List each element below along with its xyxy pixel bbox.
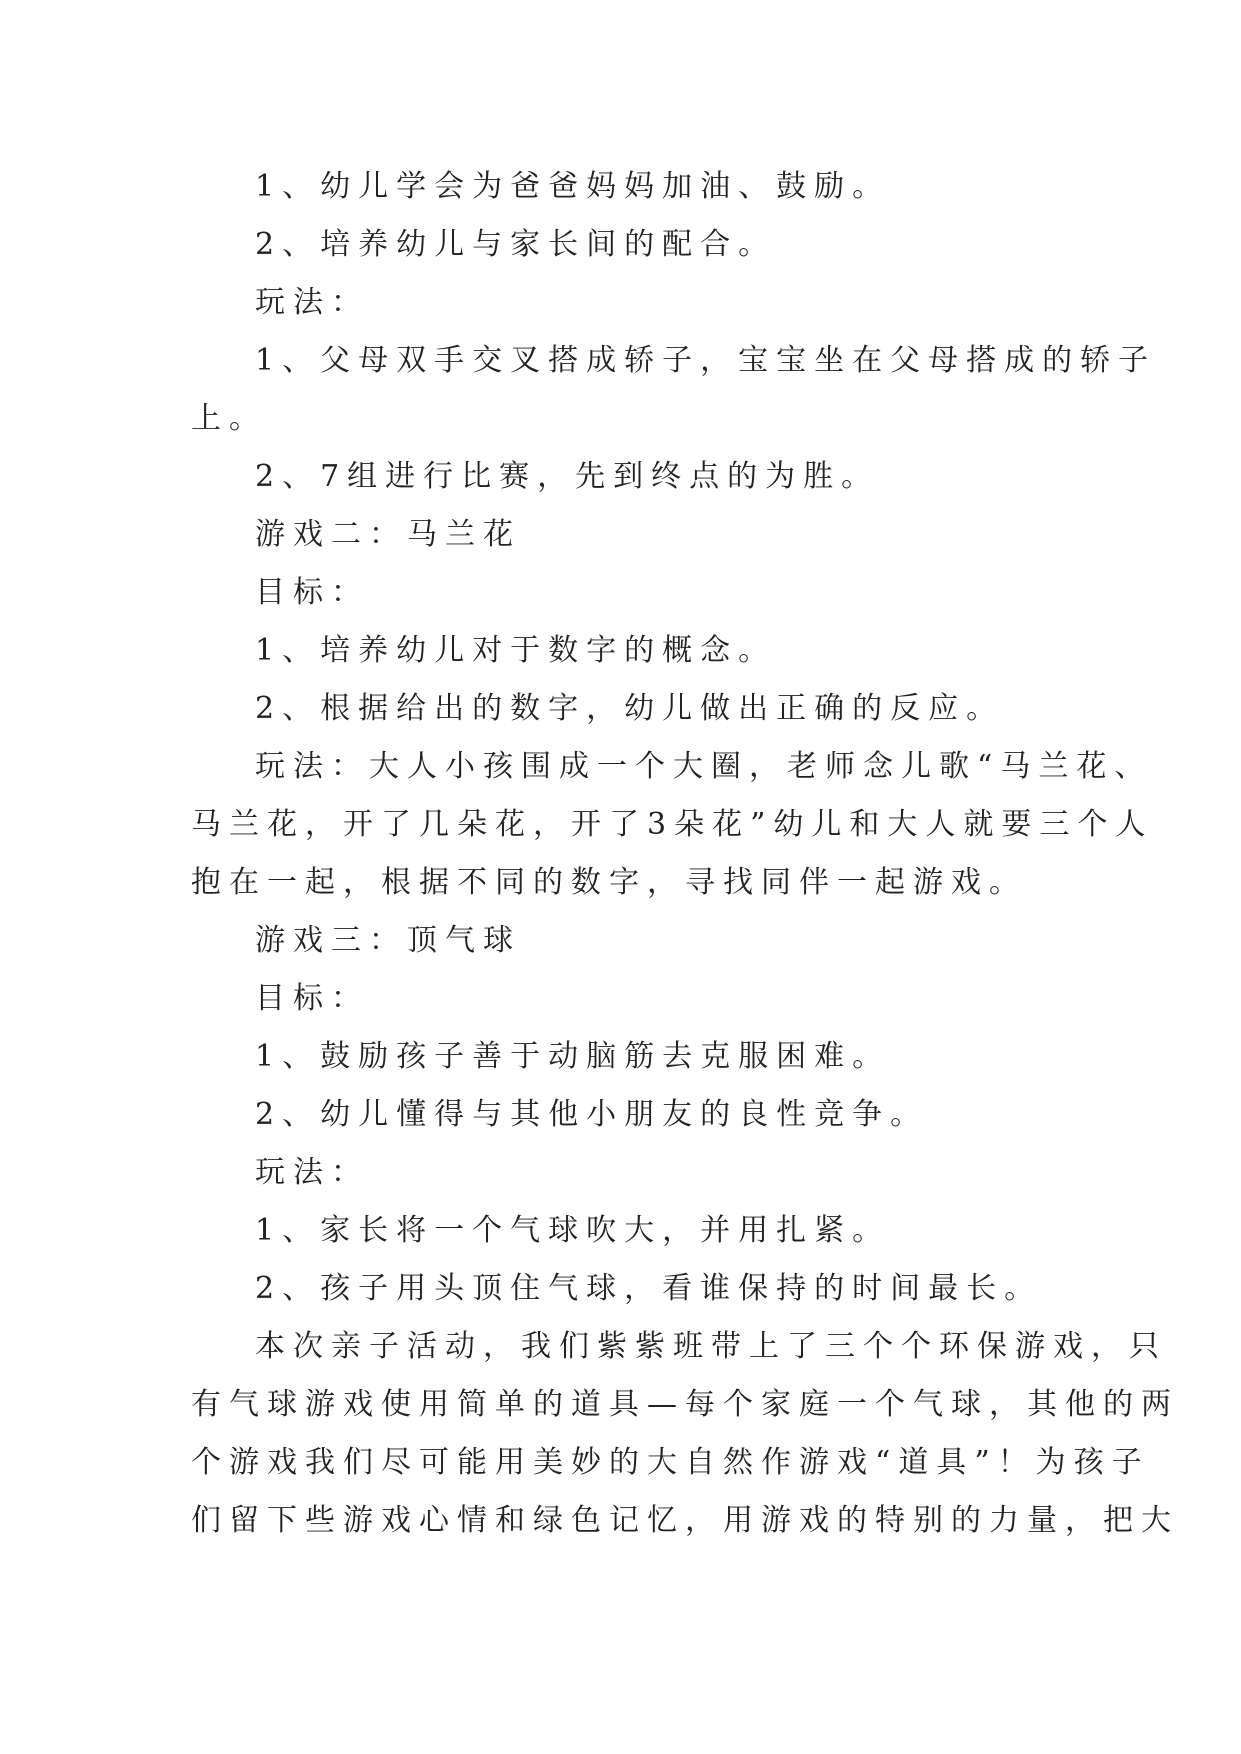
text-line: 抱在一起，根据不同的数字，寻找同伴一起游戏。 (191, 865, 1027, 900)
section-heading: 游戏三：顶气球 (255, 923, 521, 958)
text-line: 们留下些游戏心情和绿色记忆，用游戏的特别的力量，把大 (191, 1503, 1179, 1538)
text-line: 2、幼儿懂得与其他小朋友的良性竞争。 (255, 1097, 929, 1132)
text-line: 马兰花，开了几朵花，开了3朵花”幼儿和大人就要三个人 (191, 807, 1154, 842)
text-line: 2、培养幼儿与家长间的配合。 (255, 227, 777, 262)
text-line: 2、根据给出的数字，幼儿做出正确的反应。 (255, 691, 1005, 726)
text-line: 2、孩子用头顶住气球，看谁保持的时间最长。 (255, 1271, 1043, 1306)
text-line: 玩法：大人小孩围成一个大圈，老师念儿歌“马兰花、 (255, 749, 1153, 784)
text-line: 上。 (191, 401, 267, 436)
text-line: 1、父母双手交叉搭成轿子，宝宝坐在父母搭成的轿子 (255, 343, 1157, 378)
text-line: 1、家长将一个气球吹大，并用扎紧。 (255, 1213, 891, 1248)
text-line: 1、幼儿学会为爸爸妈妈加油、鼓励。 (255, 169, 891, 204)
text-line: 1、培养幼儿对于数字的概念。 (255, 633, 777, 668)
text-line: 2、7组进行比赛，先到终点的为胜。 (255, 459, 880, 494)
text-line: 有气球游戏使用简单的道具—每个家庭一个气球，其他的两 (191, 1387, 1179, 1422)
section-heading: 目标： (255, 575, 369, 610)
text-line: 本次亲子活动，我们紫紫班带上了三个个环保游戏，只 (255, 1329, 1167, 1364)
section-heading: 目标： (255, 981, 369, 1016)
section-heading: 游戏二：马兰花 (255, 517, 521, 552)
text-line: 个游戏我们尽可能用美妙的大自然作游戏“道具”！为孩子 (191, 1445, 1150, 1480)
section-heading: 玩法： (255, 1155, 369, 1190)
text-line: 1、鼓励孩子善于动脑筋去克服困难。 (255, 1039, 891, 1074)
section-heading: 玩法： (255, 285, 369, 320)
document-body (191, 158, 1179, 1550)
